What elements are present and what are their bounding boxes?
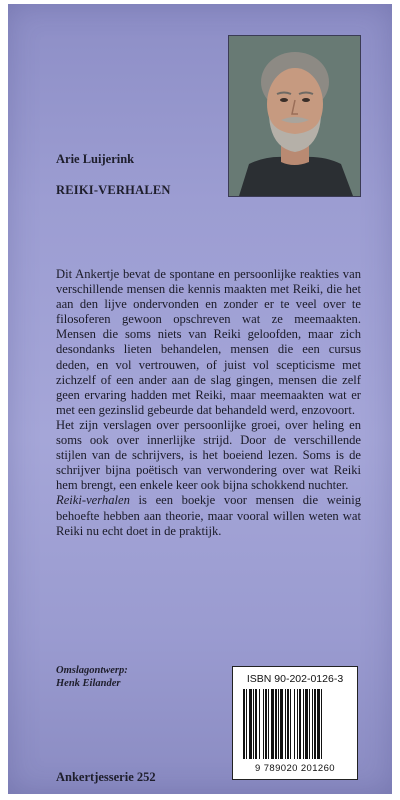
barcode-bar	[305, 689, 308, 759]
barcode-bar	[287, 689, 289, 759]
barcode-bar	[259, 689, 260, 759]
barcode-bar	[290, 689, 291, 759]
blurb-paragraph-2: Het zijn verslagen over persoonlijke groei, over heling en soms ook over innerlijke strijd. Door de verschillende stijlen van de schrijvers, is het boeiend lezen. Soms is de schrijver bijna poëtisch van verwondering over wat Reiki hem brengt, een enkele keer ook bijna schokkend nuchter.	[56, 417, 361, 493]
barcode-bar	[268, 689, 269, 759]
cover-designer-name: Henk Eilander	[56, 678, 121, 689]
barcode-bars	[243, 689, 347, 759]
blurb-paragraph-3	[56, 493, 361, 538]
author-portrait-illustration	[229, 36, 360, 196]
barcode-bar	[297, 689, 298, 759]
barcode-bar	[285, 689, 286, 759]
book-title: REIKI-VERHALEN	[56, 183, 171, 197]
barcode-bar	[263, 689, 264, 759]
cover-design-label: Omslagontwerp:	[56, 665, 128, 676]
barcode-box	[232, 666, 358, 780]
barcode-bar	[243, 689, 245, 759]
isbn-number: ISBN 90-202-0126-3	[246, 673, 344, 685]
blurb-paragraph-1: Dit Ankertje bevat de spontane en persoonlijke reakties van verschillende mensen die kennis maakten met Reiki, die het aan den lijve ondervonden en zonder er te veel over te filosoferen gewoon opschreven wat ze meemaakten. Mensen die soms niets van Reiki geloofden, maar zich desondanks lieten behandelen, mensen die een cursus deden, en vol vertrouwen, of juist vol scepticisme met zichzelf of een ander aan de slag gingen, mensen die zelf geen ervaring hadden met Reiki, maar meemaakten wat er met een gezinslid gebeurde dat behandeld werd, enzovoort.	[56, 267, 361, 417]
barcode-bar	[249, 689, 252, 759]
barcode-bar	[314, 689, 316, 759]
blurb-title-italic: Reiki-verhalen	[56, 493, 130, 508]
barcode-bar	[253, 689, 254, 759]
barcode-bar	[280, 689, 283, 759]
series-label: Ankertjesserie 252	[56, 770, 156, 784]
author-photo	[228, 35, 361, 197]
barcode-bar	[275, 689, 277, 759]
barcode-bar	[299, 689, 301, 759]
barcode-bar	[312, 689, 313, 759]
author-name: Arie Luijerink	[56, 152, 135, 166]
barcode-bar	[294, 689, 295, 759]
barcode-bar	[321, 689, 322, 759]
barcode-bar	[246, 689, 247, 759]
barcode-bar	[317, 689, 320, 759]
barcode-bar	[278, 689, 279, 759]
barcode-bar	[309, 689, 310, 759]
barcode-bar	[265, 689, 267, 759]
blurb-paragraph-3-rest: is een boekje voor mensen die weinig behoefte hebben aan theorie, maar vooral willen weten wat Reiki nu echt doet in de praktijk.	[56, 493, 361, 538]
cover-design-credit	[56, 664, 128, 690]
barcode-bar	[255, 689, 257, 759]
barcode-digits: 9 789020 201260	[255, 763, 335, 774]
back-cover	[8, 4, 392, 794]
blurb-text	[56, 267, 361, 539]
barcode-bar	[303, 689, 304, 759]
barcode-bar	[271, 689, 274, 759]
